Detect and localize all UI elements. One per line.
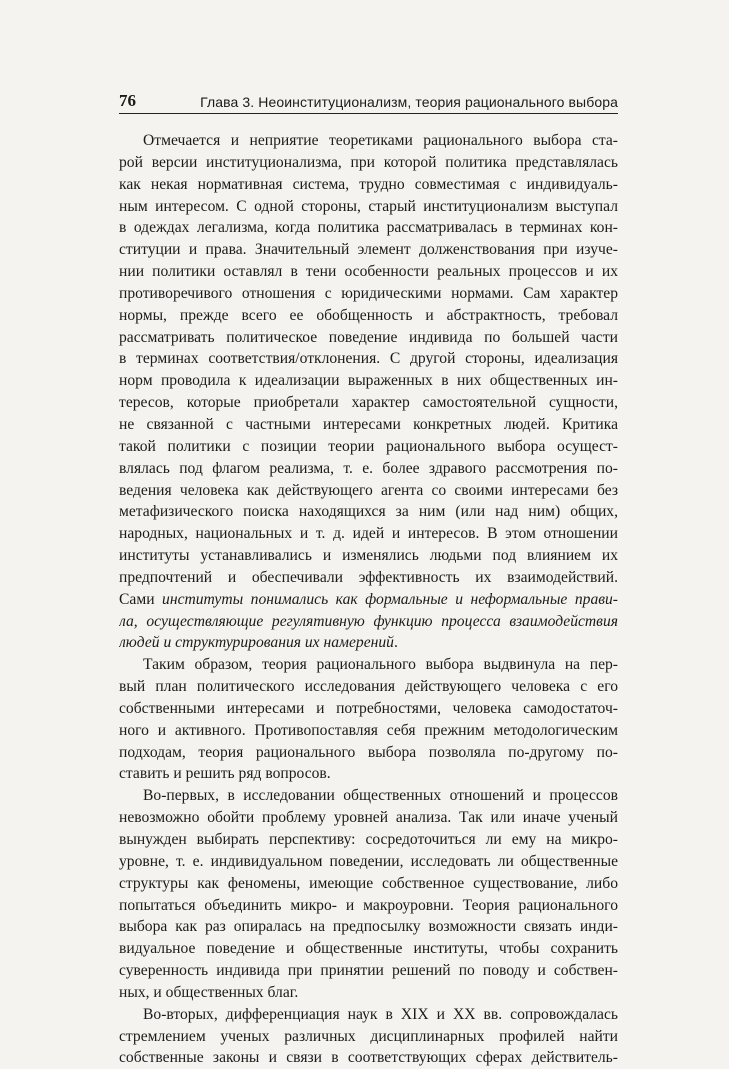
- text-line: видуальное поведение и общественные институты, чтобы сохранить: [119, 940, 618, 958]
- text-line: рассматривать политическое поведение индивида по большей части: [119, 328, 618, 346]
- paragraph-4: [119, 1004, 618, 1069]
- text-line: противоречивого отношения с юридическими нормами. Сам характер: [119, 284, 618, 302]
- text-line: выбора как раз опиралась на предпосылку возможности связать инди-: [119, 918, 618, 936]
- text-line: невозможно обойти проблему уровней анализа. Так или иначе ученый: [119, 809, 618, 827]
- text-line: Таким образом, теория рационального выбора выдвинула на пер-: [143, 656, 618, 674]
- text-line: Во-вторых, дифференциация наук в XIX и XX вв. сопровождалась: [143, 1005, 618, 1023]
- text-line: не связанной с частными интересами конкретных людей. Критика: [119, 415, 618, 433]
- text-line: ных, и общественных благ.: [119, 983, 299, 1001]
- text-line: ным интересом. С одной стороны, старый институционализм выступал: [119, 197, 618, 215]
- text-line: влялась под флагом реализма, т. е. более здравого рассмотрения по-: [119, 459, 618, 477]
- text-line: собственными интересами и потребностями, человека самодостаточ-: [119, 699, 618, 717]
- page-header: [119, 91, 618, 114]
- text-line: предпочтений и обеспечивали эффективность их взаимодействий.: [119, 568, 618, 586]
- paragraph-1: [119, 130, 618, 654]
- text-line: нии политики оставлял в тени особенности реальных процессов и их: [119, 263, 618, 281]
- text-line: [119, 632, 618, 654]
- text-line: уровне, т. е. индивидуальном поведении, исследовать ли общественные: [119, 852, 618, 870]
- text-normal: Сами: [119, 590, 163, 608]
- text-line: попытаться объединить микро- и макроуровни. Теория рационального: [119, 896, 618, 914]
- text-line: [119, 589, 618, 611]
- text-line: норм проводила к идеализации выраженных в них общественных ин-: [119, 372, 618, 390]
- paragraph-2: [119, 654, 618, 785]
- text-line: метафизического поиска находящихся за ним (или над ним) общих,: [119, 503, 618, 521]
- text-line: вый план политического исследования действующего человека с его: [119, 678, 618, 696]
- text-line: собственные законы и связи в соответствующих сферах действитель-: [119, 1049, 618, 1067]
- text-line: ституции и права. Значительный элемент долженствования при изуче-: [119, 241, 618, 259]
- text-line: ного и активного. Противопоставляя себя прежним методологическим: [119, 721, 618, 739]
- text-line: нормы, прежде всего ее обобщенность и абстрактность, требовал: [119, 306, 618, 324]
- running-head: Глава 3. Неоинституционализм, теория рационального выбора: [200, 94, 618, 110]
- text-line: тересов, которые приобретали характер самостоятельной сущности,: [119, 394, 618, 412]
- text-italic: институты понимались как формальные и неформальные прави-: [162, 590, 618, 608]
- text-line: институты устанавливались и изменялись людьми под влиянием их: [119, 547, 618, 565]
- text-line: рой версии институционализма, при которой политика представлялась: [119, 153, 618, 171]
- text-italic: людей и структурирования их намерений: [119, 634, 394, 652]
- body-text: [119, 130, 618, 1069]
- text-line: Во-первых, в исследовании общественных отношений и процессов: [143, 787, 618, 805]
- text-line-italic: ла, осуществляющие регулятивную функцию процесса взаимодействия: [119, 612, 618, 630]
- text-line: как некая нормативная система, трудно совместимая с индивидуаль-: [119, 175, 618, 193]
- text-line: ведения человека как действующего агента со своими интересами без: [119, 481, 618, 499]
- text-line: стремлением ученых различных дисциплинарных профилей найти: [119, 1027, 618, 1045]
- paragraph-3: [119, 785, 618, 1003]
- text-normal: .: [393, 634, 398, 652]
- text-line: в одеждах легализма, когда политика рассматривалась в терминах кон-: [119, 219, 618, 237]
- page-number: 76: [119, 91, 136, 110]
- text-line: такой политики с позиции теории рационального выбора осущест-: [119, 437, 618, 455]
- text-line: Отмечается и неприятие теоретиками рационального выбора ста-: [143, 132, 618, 149]
- text-line: подходам, теория рационального выбора позволяла по-другому по-: [119, 743, 618, 761]
- text-line: суверенность индивида при принятии решений по поводу и собствен-: [119, 962, 618, 980]
- text-line: вынужден выбирать перспективу: сосредоточиться ли ему на микро-: [119, 831, 618, 848]
- text-line: в терминах соответствия/отклонения. С другой стороны, идеализация: [119, 350, 618, 368]
- text-line: структуры как феномены, имеющие собственное существование, либо: [119, 874, 618, 892]
- text-line: ставить и решить ряд вопросов.: [119, 765, 331, 783]
- text-line: народных, национальных и т. д. идей и интересов. В этом отношении: [119, 525, 618, 543]
